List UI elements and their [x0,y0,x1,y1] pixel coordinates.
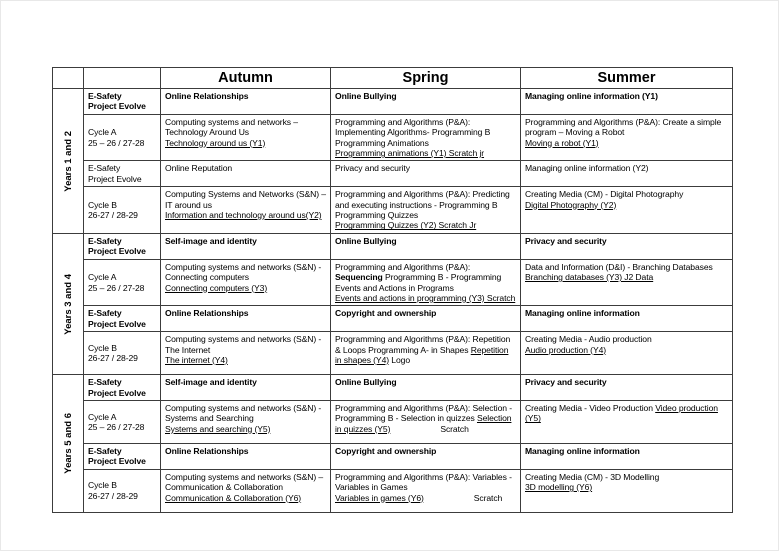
cycle-row [53,469,733,512]
year-group-cell [53,233,84,374]
unit-link-text: Variables in games (Y6) [335,492,424,503]
cell-spring [331,332,521,375]
cell-spring [331,469,521,512]
unit-link-text: Repetition in shapes (Y4) [335,344,509,365]
esafety-label: E-Safety Project Evolve [84,233,161,259]
cell-spring [331,306,521,332]
cell-text: Computing systems and networks – Technology Around Us [165,116,298,138]
cell-summer [521,306,733,332]
unit-link-text: Events and actions in programming (Y3) Scratch [335,292,516,303]
year-group-label: Years 3 and 4 [62,273,74,335]
cycle-row [53,400,733,443]
cell-autumn [161,259,331,306]
esafety-row [53,443,733,469]
cell-summer [521,375,733,401]
unit-link-text: Audio production (Y4) [525,344,607,355]
cell-summer [521,161,733,187]
cell-text: Programming and Algorithms (P&A): [335,261,471,272]
cell-text: Managing online information [525,308,640,319]
cycle-label: Cycle A 25 – 26 / 27-28 [84,259,161,306]
cell-text: Programming and Algorithms (P&A): Predicting and executing instructions - Programming B [335,189,510,210]
esafety-row [53,89,733,115]
cell-text: Online Bullying [335,235,397,246]
cell-spring [331,233,521,259]
cell-text: Privacy and security [525,235,607,246]
cycle-row [53,187,733,234]
cell-autumn [161,400,331,443]
cell-text: Programming Quizzes [335,210,419,221]
cell-text: Logo [389,354,411,365]
col-header-spring: Spring [331,68,521,89]
unit-link-text: Information and technology around us(Y2) [165,210,322,221]
cycle-label: Cycle A 25 – 26 / 27-28 [84,400,161,443]
cell-summer [521,259,733,306]
cell-text: Programming and Algorithms (P&A): Variables - Variables in Games [335,471,512,493]
curriculum-table [52,67,733,513]
cell-autumn [161,161,331,187]
year-group-cell [53,89,84,234]
cell-text: Online Relationships [165,308,249,319]
corner-cell-years [53,68,84,89]
cell-summer [521,114,733,161]
cell-spring [331,259,521,306]
header-row [53,68,733,89]
cell-autumn [161,332,331,375]
cell-text: Online Bullying [335,91,397,101]
cell-summer [521,443,733,469]
cell-text: Computing Systems and Networks (S&N) – IT around us [165,189,326,210]
cell-text: Computing systems and networks (S&N) – Communication & Collaboration [165,471,324,493]
cell-text: Creating Media - Audio production [525,334,652,345]
cell-summer [521,187,733,234]
cell-autumn [161,233,331,259]
cell-spring [331,443,521,469]
cell-text: Managing online information (Y2) [525,163,649,174]
unit-link-text: Video production (Y5) [525,402,718,424]
col-header-autumn: Autumn [161,68,331,89]
esafety-row [53,306,733,332]
cell-text: Creating Media (CM) - Digital Photography [525,189,684,200]
unit-link-text: Programming Quizzes (Y2) Scratch Jr [335,220,477,231]
cycle-row [53,114,733,161]
unit-link-text: Systems and searching (Y5) [165,423,271,434]
cell-text: Computing systems and networks (S&N) - The Internet [165,334,322,355]
cycle-label: Cycle B 26-27 / 28-29 [84,187,161,234]
cell-text: Self-image and identity [165,377,257,388]
cell-text: Copyright and ownership [335,308,437,319]
cell-autumn [161,443,331,469]
cycle-label: Cycle B 26-27 / 28-29 [84,332,161,375]
unit-link-text: Moving a robot (Y1) [525,137,599,148]
cell-text: Online Reputation [165,163,233,174]
cell-spring [331,187,521,234]
cell-autumn [161,114,331,161]
cycle-label: Cycle A 25 – 26 / 27-28 [84,114,161,161]
unit-link-text: Communication & Collaboration (Y6) [165,492,302,503]
esafety-label: E-Safety Project Evolve [84,161,161,187]
cell-autumn [161,187,331,234]
cell-summer [521,332,733,375]
cell-autumn [161,375,331,401]
cell-text: Computing systems and networks (S&N) - Connecting computers [165,261,322,283]
cell-spring [331,161,521,187]
unit-link-text: Programming animations (Y1) Scratch jr [335,148,485,159]
year-group-label: Years 5 and 6 [62,413,74,474]
esafety-row [53,233,733,259]
cell-summer [521,469,733,512]
cell-spring [331,114,521,161]
cell-summer [521,233,733,259]
cycle-label: Cycle B 26-27 / 28-29 [84,469,161,512]
corner-cell-cycle [84,68,161,89]
unit-link-text: Selection in quizzes (Y5) [335,413,512,434]
unit-link-text: Connecting computers (Y3) [165,282,268,293]
cell-text: Computing systems and networks (S&N) - Systems and Searching [165,402,322,424]
cell-text: Data and Information (D&I) - Branching Databases [525,261,713,272]
cell-text: Programming Animations [335,137,429,148]
cell-text: Programming and Algorithms (P&A): Implementing Algorithms- Programming B [335,116,491,138]
cell-text: Self-image and identity [165,235,257,246]
cell-text: Creating Media - Video Production [525,402,656,413]
cell-text: Programming B - Programming Events and Actions in Programs [335,272,502,293]
year-group-label: Years 1 and 2 [62,130,74,192]
esafety-label: E-Safety Project Evolve [84,306,161,332]
cell-text: Privacy and security [525,377,607,388]
cell-text: Programming and Algorithms (P&A): Create a simple program – Moving a Robot [525,116,722,138]
esafety-label: E-Safety Project Evolve [84,443,161,469]
cell-text: Scratch [473,492,503,503]
cycle-row [53,259,733,306]
curriculum-body [53,89,733,513]
cell-text: Programming and Algorithms (P&A): Repetition & Loops Programming A- in Shapes [335,334,511,355]
unit-link-text: The internet (Y4) [165,354,228,365]
esafety-row [53,161,733,187]
cell-text: Scratch [440,423,469,434]
esafety-label: E-Safety Project Evolve [84,375,161,401]
cell-text: Creating Media (CM) - 3D Modelling [525,471,660,482]
cell-text: Managing online information [525,445,640,456]
col-header-summer: Summer [521,68,733,89]
unit-link-text: Technology around us (Y1) [165,137,266,148]
esafety-row [53,375,733,401]
cell-text: Privacy and security [335,163,410,174]
cell-autumn [161,89,331,115]
cell-text: Managing online information (Y1) [525,91,658,101]
cycle-row [53,332,733,375]
cell-autumn [161,469,331,512]
cell-spring [331,89,521,115]
cell-summer [521,89,733,115]
unit-link-text: Branching databases (Y3) J2 Data [525,272,654,283]
year-group-cell [53,375,84,513]
unit-link-text: Digital Photography (Y2) [525,199,617,210]
cell-text: Online Bullying [335,377,397,388]
cell-text: Copyright and ownership [335,445,437,456]
cell-spring [331,375,521,401]
unit-link-text: 3D modelling (Y6) [525,482,593,493]
cell-text: Online Relationships [165,91,249,101]
cell-text: Online Relationships [165,445,249,456]
esafety-label: E-Safety Project Evolve [84,89,161,115]
cell-spring [331,400,521,443]
cell-text: Sequencing [335,272,383,283]
cell-autumn [161,306,331,332]
cell-summer [521,400,733,443]
cell-text: Programming and Algorithms (P&A): Selection - Programming B - Selection in quizzes [335,402,512,424]
